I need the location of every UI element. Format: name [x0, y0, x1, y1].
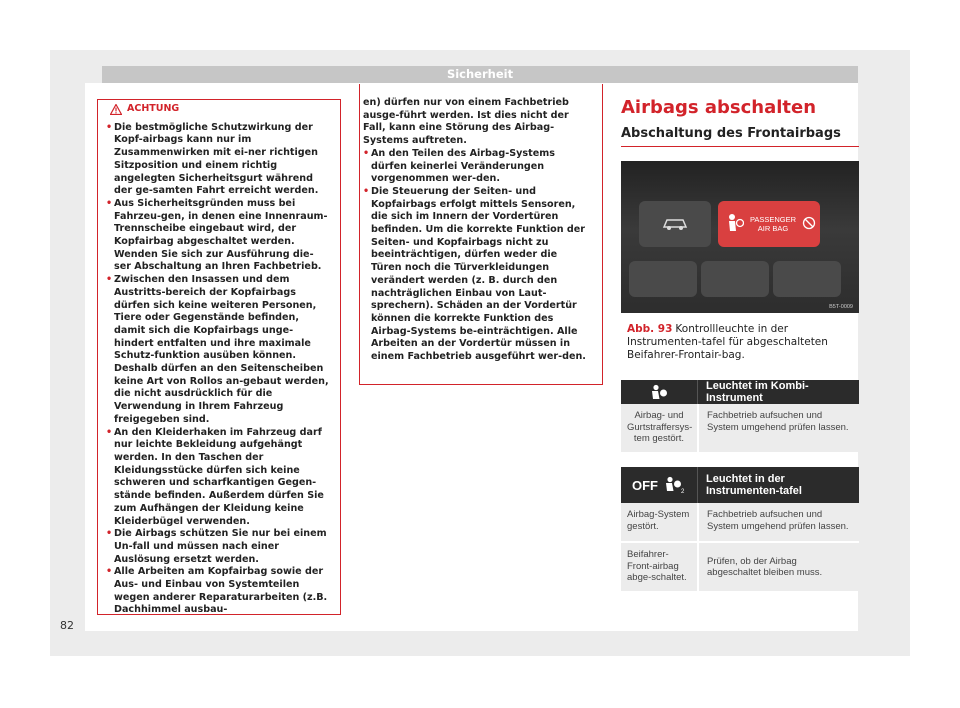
- table-cell-action: Fachbetrieb aufsuchen und System umgehend prüfen lassen.: [697, 503, 859, 541]
- table-row: [621, 503, 859, 541]
- passenger-airbag-off-icon: [664, 476, 686, 494]
- section-airbags: [621, 97, 859, 362]
- table-cell-action: Fachbetrieb aufsuchen und System umgehend prüfen lassen.: [697, 404, 859, 452]
- table-icon-cell: [621, 380, 698, 404]
- figure-photo: [621, 161, 859, 313]
- table-header: [621, 467, 859, 503]
- warning-title: ACHTUNG: [127, 103, 180, 114]
- table-header-text: Leuchtet in der Instrumenten-tafel: [706, 473, 802, 497]
- figure-caption: [621, 313, 859, 362]
- page-number: 82: [60, 619, 74, 632]
- off-icon-text: OFF: [632, 477, 658, 493]
- table-cell-condition: Beifahrer-Front-airbag abge-schaltet.: [621, 543, 697, 591]
- warning-bullet: • Zwischen den Insassen und dem Austritts-bereich der Kopfairbags dürfen sich keine weiteren Personen, Tiere oder Gegenstände befinden, damit sich die Kopfairbags unge-hindert entfalten und ihre maximale Schutz-funktion ausüben können. Deshalb dürfen an den Seitenscheiben keine Art von Rollos an-gebaut werden, die nicht ausdrücklich für die Verwendung in Ihrem Fahrzeug freigegeben sind.: [106, 274, 329, 426]
- caption-label: Abb. 93: [627, 323, 673, 335]
- passenger-airbag-icon: [726, 213, 744, 235]
- figure-ref-code: B5T-0009: [829, 304, 853, 310]
- button-label-line1: PASSENGER: [749, 215, 797, 224]
- section-title: Airbags abschalten: [621, 97, 817, 118]
- warning-bullet: • Die Airbags schützen Sie nur bei einem Un-fall und müssen nach einer Auslösung ersetzt werden.: [106, 528, 329, 566]
- warning-bullet: • Die Steuerung der Seiten- und Kopfairbags erfolgt mittels Sensoren, die sich im Innern der Vordertüren befinden. Um die korrekte Funktion der Seiten- und Kopfairbags nicht zu beeinträchtigen, dürfen weder die Türen noch die Türverkleidungen verändert werden (z. B. durch den nachträglichen Einbau von Laut-sprechern). Schäden an der Vordertür können die korrekte Funktion des Airbag-Systems be-einträchtigen. Alle Arbeiten an der Vordertür müssen in einem Fachbetrieb ausgeführt wer-den.: [363, 186, 586, 364]
- continuation-text: en) dürfen nur von einem Fachbetrieb ausge-führt werden. Ist dies nicht der Fall, kann eine Störung des Airbag-Systems auftreten.: [363, 97, 569, 147]
- seat-button: [629, 261, 697, 297]
- passenger-airbag-button: [718, 201, 820, 247]
- car-icon: [661, 213, 689, 233]
- warning-header: [98, 97, 335, 122]
- warning-bullet: • Aus Sicherheitsgründen muss bei Fahrzeu-gen, in denen eine Innenraum-Trennscheibe eingebaut wird, der Kopfairbag abgeschaltet werden. Wenden Sie sich zur Ausführung die-ser Abschaltung an Ihren Fachbetrieb.: [106, 198, 329, 274]
- table-row: [621, 404, 859, 452]
- warning-box: [98, 97, 335, 617]
- table-cell-condition: Airbag-System gestört.: [621, 503, 697, 541]
- caption-text: Kontrollleuchte in der Instrumenten-tafel für abgeschalteten Beifahrer-Frontair-bag.: [627, 323, 828, 361]
- table-icon-cell: [621, 467, 698, 503]
- section-subtitle: Abschaltung des Frontairbags: [621, 126, 859, 147]
- airbag-icon: [650, 384, 668, 400]
- page-header: Sicherheit: [102, 66, 858, 83]
- table-header: [621, 380, 859, 404]
- table-cell-action: Prüfen, ob der Airbag abgeschaltet bleiben muss.: [697, 543, 859, 591]
- button-label-line2: AIR BAG: [757, 224, 789, 233]
- recirculation-button: [701, 261, 769, 297]
- warning-bullet: • An den Teilen des Airbag-Systems dürfen keinerlei Veränderungen vorgenommen wer-den.: [363, 148, 586, 186]
- warning-light-table-2: [621, 467, 859, 591]
- heated-seat-button: [773, 261, 841, 297]
- off-indicator-icon: [802, 216, 816, 230]
- warning-bullet: • An den Kleiderhaken im Fahrzeug darf nur leichte Bekleidung aufgehängt werden. In den Taschen der Kleidungsstücke dürfen sich keine schweren und scharfkantigen Gegen-stände befinden. Außerdem dürfen Sie zum Aufhängen der Kleidung keine Kleiderbügel verwenden.: [106, 427, 329, 529]
- warning-triangle-icon: [110, 104, 122, 115]
- warning-bullet: • Die bestmögliche Schutzwirkung der Kopf-airbags kann nur im Zusammenwirken mit ei-ner richtigen Sitzposition und einem richtig angelegten Sicherheitsgurt während der ge-samten Fahrt erreicht werden.: [106, 122, 329, 198]
- table-cell-condition: Airbag- und Gurtstraffersys-tem gestört.: [621, 404, 697, 452]
- svg-text:2: 2: [681, 489, 685, 494]
- warning-bullet: • Alle Arbeiten am Kopfairbag sowie der Aus- und Einbau von Systemteilen wegen anderer Reparaturarbeiten (z.B. Dachhimmel ausbau-: [106, 566, 329, 617]
- warning-light-table-1: [621, 380, 859, 452]
- table-row: [621, 541, 859, 591]
- table-header-text: Leuchtet im Kombi-Instrument: [706, 380, 809, 404]
- warning-box-continued: [355, 97, 592, 364]
